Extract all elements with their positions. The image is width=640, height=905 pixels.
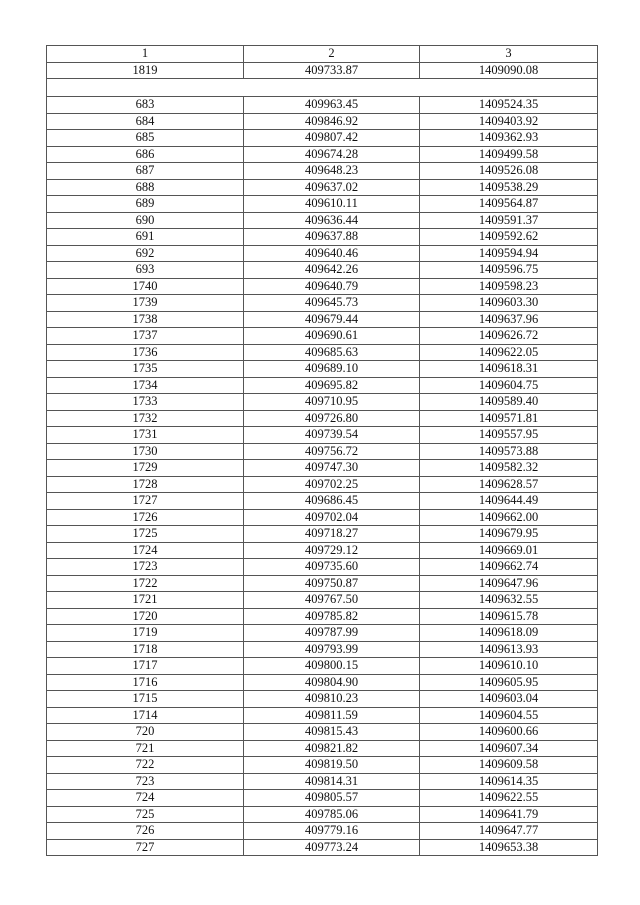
header-cell-2: 2 bbox=[244, 46, 420, 63]
y-coordinate-cell: 1409524.35 bbox=[420, 97, 598, 114]
y-coordinate-cell: 1409669.01 bbox=[420, 542, 598, 559]
point-number-cell: 1719 bbox=[47, 625, 244, 642]
point-number-cell: 691 bbox=[47, 229, 244, 246]
point-number-cell: 693 bbox=[47, 262, 244, 279]
point-number-cell: 684 bbox=[47, 113, 244, 130]
first-data-row bbox=[47, 62, 598, 79]
x-coordinate-cell: 409645.73 bbox=[244, 295, 420, 312]
table-row bbox=[47, 196, 598, 213]
table-row bbox=[47, 476, 598, 493]
point-number-cell: 687 bbox=[47, 163, 244, 180]
x-coordinate-cell: 409710.95 bbox=[244, 394, 420, 411]
table-row bbox=[47, 262, 598, 279]
y-coordinate-cell: 1409564.87 bbox=[420, 196, 598, 213]
point-number-cell: 725 bbox=[47, 806, 244, 823]
table-row bbox=[47, 328, 598, 345]
x-coordinate-cell: 409747.30 bbox=[244, 460, 420, 477]
x-coordinate-cell: 409756.72 bbox=[244, 443, 420, 460]
table-row bbox=[47, 427, 598, 444]
y-coordinate-cell: 1409598.23 bbox=[420, 278, 598, 295]
y-coordinate-cell: 1409610.10 bbox=[420, 658, 598, 675]
x-coordinate-cell: 409642.26 bbox=[244, 262, 420, 279]
table-row bbox=[47, 575, 598, 592]
x-coordinate-cell: 409814.31 bbox=[244, 773, 420, 790]
x-coordinate-cell: 409750.87 bbox=[244, 575, 420, 592]
x-coordinate-cell: 409637.02 bbox=[244, 179, 420, 196]
x-coordinate-cell: 409610.11 bbox=[244, 196, 420, 213]
y-coordinate-cell: 1409604.55 bbox=[420, 707, 598, 724]
y-coordinate-cell: 1409679.95 bbox=[420, 526, 598, 543]
x-coordinate-cell: 409821.82 bbox=[244, 740, 420, 757]
x-coordinate-cell: 409787.99 bbox=[244, 625, 420, 642]
table-row bbox=[47, 740, 598, 757]
point-number-cell: 1735 bbox=[47, 361, 244, 378]
table-row bbox=[47, 295, 598, 312]
point-number-cell: 1715 bbox=[47, 691, 244, 708]
y-coordinate-cell: 1409403.92 bbox=[420, 113, 598, 130]
table-row bbox=[47, 245, 598, 262]
y-coordinate-cell: 1409592.62 bbox=[420, 229, 598, 246]
spacer-row bbox=[47, 79, 598, 97]
y-coordinate-cell: 1409589.40 bbox=[420, 394, 598, 411]
point-number-cell: 1714 bbox=[47, 707, 244, 724]
table-row bbox=[47, 559, 598, 576]
x-coordinate-cell: 409810.23 bbox=[244, 691, 420, 708]
x-coordinate-cell: 409735.60 bbox=[244, 559, 420, 576]
header-row bbox=[47, 46, 598, 63]
table-row bbox=[47, 509, 598, 526]
x-coordinate-cell: 409811.59 bbox=[244, 707, 420, 724]
point-number-cell: 1729 bbox=[47, 460, 244, 477]
y-coordinate-cell: 1409626.72 bbox=[420, 328, 598, 345]
point-number-cell: 1819 bbox=[47, 62, 244, 79]
point-number-cell: 1717 bbox=[47, 658, 244, 675]
table-row bbox=[47, 526, 598, 543]
y-coordinate-cell: 1409613.93 bbox=[420, 641, 598, 658]
point-number-cell: 683 bbox=[47, 97, 244, 114]
table-row bbox=[47, 542, 598, 559]
y-coordinate-cell: 1409573.88 bbox=[420, 443, 598, 460]
point-number-cell: 690 bbox=[47, 212, 244, 229]
table-row bbox=[47, 757, 598, 774]
point-number-cell: 685 bbox=[47, 130, 244, 147]
x-coordinate-cell: 409807.42 bbox=[244, 130, 420, 147]
point-number-cell: 1728 bbox=[47, 476, 244, 493]
point-number-cell: 1737 bbox=[47, 328, 244, 345]
table-row bbox=[47, 641, 598, 658]
point-number-cell: 1726 bbox=[47, 509, 244, 526]
point-number-cell: 1720 bbox=[47, 608, 244, 625]
table-row bbox=[47, 410, 598, 427]
x-coordinate-cell: 409674.28 bbox=[244, 146, 420, 163]
table-row bbox=[47, 493, 598, 510]
x-coordinate-cell: 409815.43 bbox=[244, 724, 420, 741]
table-row bbox=[47, 823, 598, 840]
point-number-cell: 726 bbox=[47, 823, 244, 840]
point-number-cell: 1725 bbox=[47, 526, 244, 543]
y-coordinate-cell: 1409614.35 bbox=[420, 773, 598, 790]
point-number-cell: 1724 bbox=[47, 542, 244, 559]
point-number-cell: 689 bbox=[47, 196, 244, 213]
y-coordinate-cell: 1409499.58 bbox=[420, 146, 598, 163]
x-coordinate-cell: 409637.88 bbox=[244, 229, 420, 246]
table-row bbox=[47, 443, 598, 460]
y-coordinate-cell: 1409641.79 bbox=[420, 806, 598, 823]
x-coordinate-cell: 409690.61 bbox=[244, 328, 420, 345]
point-number-cell: 692 bbox=[47, 245, 244, 262]
x-coordinate-cell: 409695.82 bbox=[244, 377, 420, 394]
y-coordinate-cell: 1409644.49 bbox=[420, 493, 598, 510]
table-row bbox=[47, 724, 598, 741]
table-row bbox=[47, 592, 598, 609]
y-coordinate-cell: 1409603.30 bbox=[420, 295, 598, 312]
table-row bbox=[47, 707, 598, 724]
y-coordinate-cell: 1409607.34 bbox=[420, 740, 598, 757]
y-coordinate-cell: 1409605.95 bbox=[420, 674, 598, 691]
point-number-cell: 720 bbox=[47, 724, 244, 741]
x-coordinate-cell: 409702.04 bbox=[244, 509, 420, 526]
x-coordinate-cell: 409640.46 bbox=[244, 245, 420, 262]
table-row bbox=[47, 113, 598, 130]
point-number-cell: 727 bbox=[47, 839, 244, 856]
y-coordinate-cell: 1409622.05 bbox=[420, 344, 598, 361]
y-coordinate-cell: 1409632.55 bbox=[420, 592, 598, 609]
x-coordinate-cell: 409767.50 bbox=[244, 592, 420, 609]
y-coordinate-cell: 1409662.74 bbox=[420, 559, 598, 576]
point-number-cell: 724 bbox=[47, 790, 244, 807]
point-number-cell: 1722 bbox=[47, 575, 244, 592]
point-number-cell: 1738 bbox=[47, 311, 244, 328]
table-row bbox=[47, 146, 598, 163]
table-row bbox=[47, 344, 598, 361]
table-row bbox=[47, 179, 598, 196]
x-coordinate-cell: 409846.92 bbox=[244, 113, 420, 130]
x-coordinate-cell: 409733.87 bbox=[244, 62, 420, 79]
point-number-cell: 721 bbox=[47, 740, 244, 757]
table-body bbox=[47, 46, 598, 856]
point-number-cell: 1723 bbox=[47, 559, 244, 576]
x-coordinate-cell: 409804.90 bbox=[244, 674, 420, 691]
point-number-cell: 1734 bbox=[47, 377, 244, 394]
y-coordinate-cell: 1409647.96 bbox=[420, 575, 598, 592]
x-coordinate-cell: 409793.99 bbox=[244, 641, 420, 658]
point-number-cell: 1733 bbox=[47, 394, 244, 411]
x-coordinate-cell: 409963.45 bbox=[244, 97, 420, 114]
point-number-cell: 1732 bbox=[47, 410, 244, 427]
x-coordinate-cell: 409679.44 bbox=[244, 311, 420, 328]
table-row bbox=[47, 658, 598, 675]
x-coordinate-cell: 409685.63 bbox=[244, 344, 420, 361]
y-coordinate-cell: 1409526.08 bbox=[420, 163, 598, 180]
x-coordinate-cell: 409729.12 bbox=[244, 542, 420, 559]
y-coordinate-cell: 1409591.37 bbox=[420, 212, 598, 229]
y-coordinate-cell: 1409362.93 bbox=[420, 130, 598, 147]
y-coordinate-cell: 1409647.77 bbox=[420, 823, 598, 840]
table-row bbox=[47, 377, 598, 394]
table-row bbox=[47, 163, 598, 180]
table-row bbox=[47, 806, 598, 823]
point-number-cell: 1727 bbox=[47, 493, 244, 510]
y-coordinate-cell: 1409600.66 bbox=[420, 724, 598, 741]
table-row bbox=[47, 97, 598, 114]
x-coordinate-cell: 409739.54 bbox=[244, 427, 420, 444]
y-coordinate-cell: 1409662.00 bbox=[420, 509, 598, 526]
point-number-cell: 1739 bbox=[47, 295, 244, 312]
point-number-cell: 1736 bbox=[47, 344, 244, 361]
header-cell-1: 1 bbox=[47, 46, 244, 63]
point-number-cell: 1730 bbox=[47, 443, 244, 460]
y-coordinate-cell: 1409582.32 bbox=[420, 460, 598, 477]
y-coordinate-cell: 1409637.96 bbox=[420, 311, 598, 328]
x-coordinate-cell: 409726.80 bbox=[244, 410, 420, 427]
table-row bbox=[47, 130, 598, 147]
y-coordinate-cell: 1409628.57 bbox=[420, 476, 598, 493]
y-coordinate-cell: 1409618.31 bbox=[420, 361, 598, 378]
table-row bbox=[47, 361, 598, 378]
y-coordinate-cell: 1409618.09 bbox=[420, 625, 598, 642]
table-row bbox=[47, 311, 598, 328]
y-coordinate-cell: 1409653.38 bbox=[420, 839, 598, 856]
table-row bbox=[47, 229, 598, 246]
y-coordinate-cell: 1409538.29 bbox=[420, 179, 598, 196]
x-coordinate-cell: 409800.15 bbox=[244, 658, 420, 675]
point-number-cell: 1740 bbox=[47, 278, 244, 295]
table-row bbox=[47, 790, 598, 807]
table-row bbox=[47, 839, 598, 856]
y-coordinate-cell: 1409557.95 bbox=[420, 427, 598, 444]
spacer-cell bbox=[47, 79, 598, 97]
y-coordinate-cell: 1409609.58 bbox=[420, 757, 598, 774]
x-coordinate-cell: 409805.57 bbox=[244, 790, 420, 807]
x-coordinate-cell: 409702.25 bbox=[244, 476, 420, 493]
x-coordinate-cell: 409686.45 bbox=[244, 493, 420, 510]
coordinates-table bbox=[46, 45, 598, 856]
point-number-cell: 723 bbox=[47, 773, 244, 790]
x-coordinate-cell: 409773.24 bbox=[244, 839, 420, 856]
y-coordinate-cell: 1409622.55 bbox=[420, 790, 598, 807]
table-row bbox=[47, 691, 598, 708]
y-coordinate-cell: 1409596.75 bbox=[420, 262, 598, 279]
table-row bbox=[47, 278, 598, 295]
y-coordinate-cell: 1409090.08 bbox=[420, 62, 598, 79]
point-number-cell: 722 bbox=[47, 757, 244, 774]
point-number-cell: 1718 bbox=[47, 641, 244, 658]
x-coordinate-cell: 409640.79 bbox=[244, 278, 420, 295]
y-coordinate-cell: 1409603.04 bbox=[420, 691, 598, 708]
point-number-cell: 1716 bbox=[47, 674, 244, 691]
table-row bbox=[47, 460, 598, 477]
y-coordinate-cell: 1409571.81 bbox=[420, 410, 598, 427]
y-coordinate-cell: 1409594.94 bbox=[420, 245, 598, 262]
x-coordinate-cell: 409648.23 bbox=[244, 163, 420, 180]
x-coordinate-cell: 409689.10 bbox=[244, 361, 420, 378]
table-row bbox=[47, 212, 598, 229]
x-coordinate-cell: 409785.82 bbox=[244, 608, 420, 625]
x-coordinate-cell: 409718.27 bbox=[244, 526, 420, 543]
point-number-cell: 1731 bbox=[47, 427, 244, 444]
x-coordinate-cell: 409785.06 bbox=[244, 806, 420, 823]
table-row bbox=[47, 608, 598, 625]
x-coordinate-cell: 409819.50 bbox=[244, 757, 420, 774]
x-coordinate-cell: 409636.44 bbox=[244, 212, 420, 229]
table-row bbox=[47, 625, 598, 642]
point-number-cell: 1721 bbox=[47, 592, 244, 609]
table-row bbox=[47, 394, 598, 411]
y-coordinate-cell: 1409615.78 bbox=[420, 608, 598, 625]
table-row bbox=[47, 773, 598, 790]
x-coordinate-cell: 409779.16 bbox=[244, 823, 420, 840]
table-row bbox=[47, 674, 598, 691]
point-number-cell: 686 bbox=[47, 146, 244, 163]
point-number-cell: 688 bbox=[47, 179, 244, 196]
header-cell-3: 3 bbox=[420, 46, 598, 63]
y-coordinate-cell: 1409604.75 bbox=[420, 377, 598, 394]
